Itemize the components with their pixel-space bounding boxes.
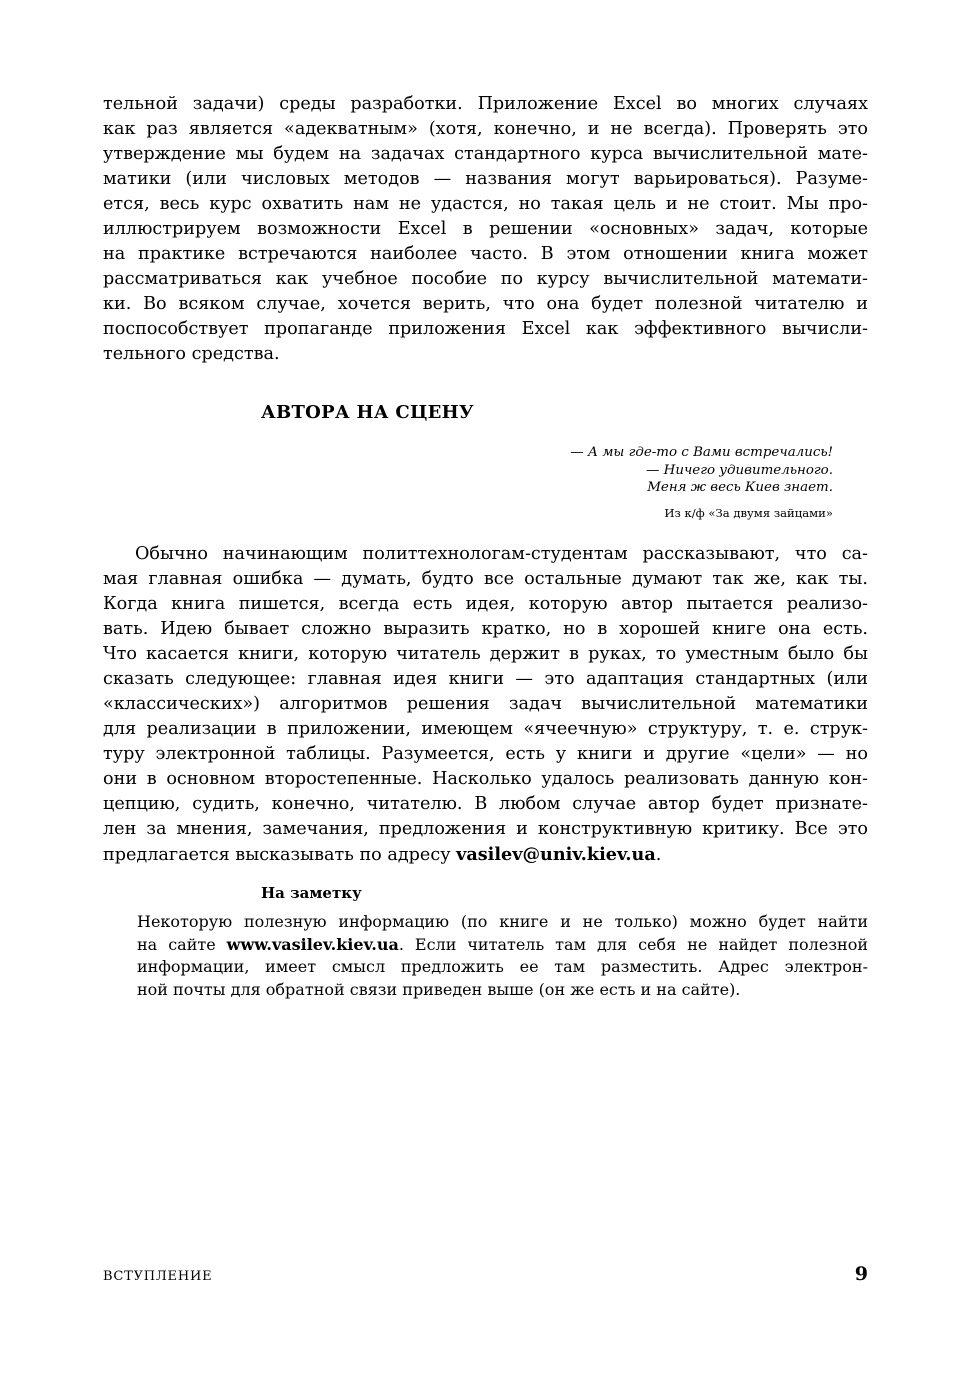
epigraph-line: Меня ж весь Киев знает. [647,480,833,495]
text-line: цепцию, судить, конечно, читателю. В любом случае автор будет признате- [103,794,868,814]
text-line: рассматриваться как учебное пособие по курсу вычислительной математи- [103,269,868,289]
text-line: лен за мнения, замечания, предложения и конструктивную критику. Все это [103,819,868,839]
website-address: www.vasilev.kiev.ua [226,934,399,954]
text-line: Обычно начинающим политтехнологам-студентам рассказывают, что са- [135,544,868,564]
running-footer-title: ВСТУПЛЕНИЕ [103,1269,213,1284]
text-line [137,934,868,957]
page-number: 9 [854,1263,868,1285]
text-segment: . Если читатель там для себя не найдет полезной [398,934,869,954]
text-line: матики (или числовых методов — названия могут варьироваться). Разуме- [103,169,868,189]
text-line: иллюстрируем возможности Excel в решении «основных» задач, которые [103,219,868,239]
intro-paragraph [103,92,868,367]
text-line [103,842,868,867]
epigraph [570,444,833,497]
text-line: Некоторую полезную информацию (по книге и не только) можно будет найти [137,912,868,931]
text-line: мая главная ошибка — думать, будто все остальные думают так же, как ты. [103,569,868,589]
text-line: Когда книга пишется, всегда есть идея, которую автор пытается реализо- [103,594,868,614]
text-line: поспособствует пропаганде приложения Excel как эффективного вычисли- [103,319,868,339]
text-line: как раз является «адекватным» (хотя, конечно, и не всегда). Проверять это [103,119,868,139]
text-line: ки. Во всяком случае, хочется верить, что она будет полезной читателю и [103,294,868,314]
email-address: vasilev@univ.kiev.ua [456,844,656,865]
epigraph-line: — А мы где-то с Вами встречались! [570,445,833,460]
text-line: ной почты для обратной связи приведен выше (он же есть и на сайте). [137,979,741,999]
text-line: ется, весь курс охватить нам не удастся, но такая цель и не стоит. Мы про- [103,194,868,214]
epigraph-source: Из к/ф «За двумя зайцами» [664,506,833,520]
text-line: для реализации в приложении, имеющем «ячеечную» структуру, т. е. струк- [103,719,868,739]
text-line: тельной задачи) среды разработки. Приложение Excel во многих случаях [103,94,868,114]
text-line: вать. Идею бывает сложно выразить кратко, но в хорошей книге она есть. [103,619,868,639]
epigraph-line: — Ничего удивительного. [646,462,833,478]
text-line: тельного средства. [103,344,280,364]
text-line: утверждение мы будем на задачах стандартного курса вычислительной мате- [103,144,868,164]
note-heading: На заметку [261,884,362,902]
text-line: Что касается книги, которую читатель держит в руках, то уместным было бы [103,644,868,664]
text-line: «классических») алгоритмов решения задач вычислительной математики [103,694,868,714]
body-paragraph [103,542,868,867]
text-line: информации, имеет смысл предложить ее там разместить. Адрес электрон- [137,957,868,976]
text-line: на практике встречаются наиболее часто. В этом отношении книга может [103,244,868,264]
note-paragraph [137,911,868,1001]
text-line: сказать следующее: главная идея книги — это адаптация стандартных (или [103,669,868,689]
text-segment: . [655,845,662,865]
text-segment: на сайте [137,934,227,954]
text-segment: предлагается высказывать по адресу [103,845,457,865]
section-heading: АВТОРА НА СЦЕНУ [261,402,474,423]
text-line: они в основном второстепенные. Насколько удалось реализовать данную кон- [103,769,868,789]
text-line: туру электронной таблицы. Разумеется, есть у книги и другие «цели» — но [103,744,868,764]
